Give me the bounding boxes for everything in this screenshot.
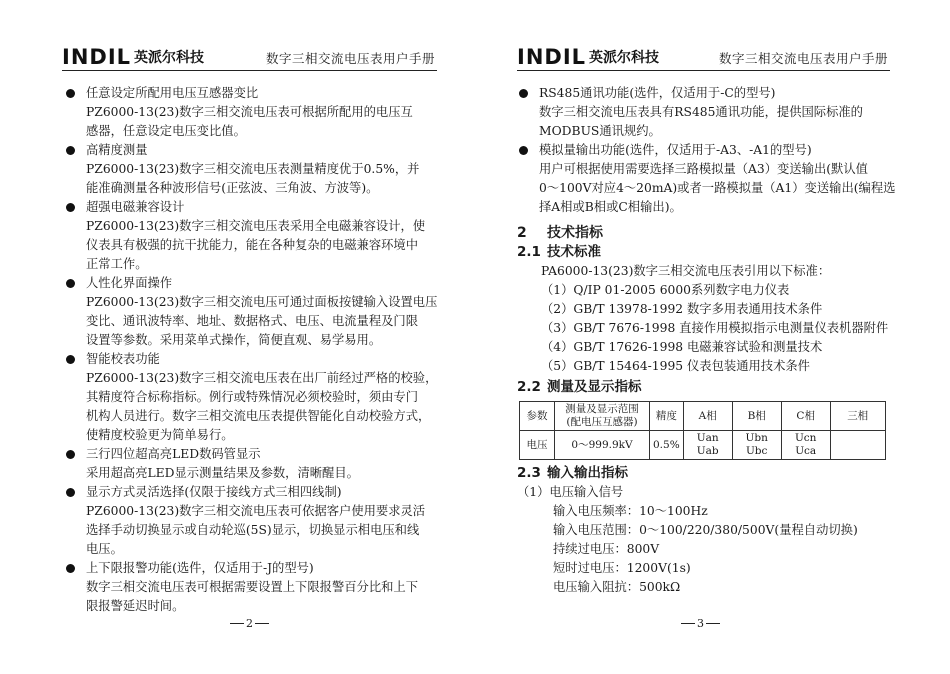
company-logo bbox=[62, 45, 204, 69]
feature-desc-line: 数字三相交流电压表可根据需要设置上下限报警百分比和上下 bbox=[86, 580, 419, 594]
subsection-number: 2.2 bbox=[517, 379, 541, 395]
table-header-cell: B相 bbox=[732, 402, 781, 431]
page-number-footer bbox=[228, 617, 271, 630]
right-page bbox=[475, 0, 950, 674]
feature-desc-line: PZ6000-13(23)数字三相交流电压可通过面板按键输入设置电压 bbox=[86, 295, 438, 309]
table-header-cell: 三相 bbox=[830, 402, 885, 431]
standard-item: （4）GB/T 17626-1998 电磁兼容试验和测量技术 bbox=[541, 340, 823, 354]
subsection-title: 输入输出指标 bbox=[547, 465, 628, 481]
standards-intro: PA6000-13(23)数字三相交流电压表引用以下标准： bbox=[541, 264, 831, 278]
subsection-heading bbox=[517, 464, 917, 483]
table-header-cell: 参数 bbox=[520, 402, 555, 431]
feature-item bbox=[64, 198, 444, 274]
bullet-icon bbox=[66, 450, 75, 459]
feature-desc-line: 数字三相交流电压表具有RS485通讯功能，提供国际标准的 bbox=[539, 105, 863, 119]
feature-item bbox=[517, 141, 917, 217]
feature-desc-line: 选择手动切换显示或自动轮巡(5S)显示，切换显示相电压和线 bbox=[86, 523, 420, 537]
feature-title: 高精度测量 bbox=[86, 143, 148, 157]
feature-desc-line: 电压。 bbox=[86, 542, 123, 556]
feature-desc-line: PZ6000-13(23)数字三相交流电压表可依据客户使用要求灵活 bbox=[86, 504, 426, 518]
right-page-header bbox=[517, 44, 890, 71]
feature-title: 显示方式灵活选择(仅限于接线方式三相四线制) bbox=[86, 485, 342, 499]
section-number: 2 bbox=[517, 225, 527, 241]
feature-item bbox=[64, 84, 444, 141]
feature-item bbox=[517, 84, 917, 141]
left-page-header bbox=[62, 44, 437, 71]
input-spec-line: 持续过电压：800V bbox=[553, 542, 660, 556]
logo-company-name: 英派尔科技 bbox=[134, 50, 205, 66]
table-cell: 0～999.9kV bbox=[555, 431, 650, 460]
feature-title: 智能校表功能 bbox=[86, 352, 160, 366]
table-cell: Ucn Uca bbox=[781, 431, 830, 460]
input-spec-line: 短时过电压：1200V(1s) bbox=[553, 561, 691, 575]
standard-item: （5）GB/T 15464-1995 仪表包装通用技术条件 bbox=[541, 359, 810, 373]
feature-desc-line: 用户可根据使用需要选择三路模拟量（A3）变送输出(默认值 bbox=[539, 162, 868, 176]
bullet-icon bbox=[66, 488, 75, 497]
feature-title: 模拟量输出功能(选件，仅适用于-A3、-A1的型号) bbox=[539, 143, 812, 157]
feature-item bbox=[64, 274, 444, 350]
footer-rule-left bbox=[681, 623, 695, 624]
table-cell: Uan Uab bbox=[683, 431, 732, 460]
footer-rule-left bbox=[230, 623, 244, 624]
feature-desc-line: 设置等参数。采用菜单式操作，简便直观、易学易用。 bbox=[86, 333, 382, 347]
feature-desc-line: MODBUS通讯规约。 bbox=[539, 124, 661, 138]
standard-item: （3）GB/T 7676-1998 直接作用模拟指示电测量仪表机器附件 bbox=[541, 321, 889, 335]
table-header-cell: C相 bbox=[781, 402, 830, 431]
table-row bbox=[520, 431, 886, 460]
standard-item: （1）Q/IP 01-2005 6000系列数字电力仪表 bbox=[541, 283, 790, 297]
footer-rule-right bbox=[706, 623, 720, 624]
table-header-row bbox=[520, 402, 886, 431]
feature-item bbox=[64, 141, 444, 198]
table-header-line: 测量及显示范围 bbox=[565, 403, 639, 415]
feature-desc-line: PZ6000-13(23)数字三相交流电压表测量精度优于0.5%，并 bbox=[86, 162, 420, 176]
subsection-heading bbox=[517, 378, 917, 397]
bullet-icon bbox=[66, 355, 75, 364]
feature-title: 超强电磁兼容设计 bbox=[86, 200, 185, 214]
section-title: 技术指标 bbox=[547, 225, 603, 241]
feature-desc-line: 机构人员进行。数字三相交流电压表提供智能化自动校验方式， bbox=[86, 409, 431, 423]
feature-desc-line: PZ6000-13(23)数字三相交流电压表在出厂前经过严格的校验， bbox=[86, 371, 438, 385]
company-logo bbox=[517, 45, 659, 69]
manual-title: 数字三相交流电压表用户手册 bbox=[718, 51, 888, 66]
feature-desc-line: 变比、通讯波特率、地址、数据格式、电压、电流量程及门限 bbox=[86, 314, 419, 328]
feature-title: 上下限报警功能(选件，仅适用于-J的型号) bbox=[86, 561, 314, 575]
feature-item bbox=[64, 559, 444, 616]
input-spec-line: 输入电压频率：10～100Hz bbox=[553, 504, 708, 518]
standard-item: （2）GB/T 13978-1992 数字多用表通用技术条件 bbox=[541, 302, 823, 316]
manual-title: 数字三相交流电压表用户手册 bbox=[265, 51, 435, 66]
feature-desc-line: 其精度符合标称指标。例行或特殊情况必须校验时，须由专门 bbox=[86, 390, 419, 404]
subsection-number: 2.1 bbox=[517, 244, 541, 260]
left-feature-list bbox=[64, 84, 444, 616]
bullet-icon bbox=[66, 203, 75, 212]
bullet-icon bbox=[66, 279, 75, 288]
feature-item bbox=[64, 350, 444, 445]
feature-desc-line: 仪表具有极强的抗干扰能力，能在各种复杂的电磁兼容环境中 bbox=[86, 238, 419, 252]
footer-rule-right bbox=[255, 623, 269, 624]
input-signal-heading: （1）电压输入信号 bbox=[517, 485, 624, 499]
bullet-icon bbox=[519, 146, 528, 155]
feature-title: 三行四位超高亮LED数码管显示 bbox=[86, 447, 261, 461]
section-heading bbox=[517, 223, 917, 243]
subsection-title: 技术标准 bbox=[547, 244, 601, 260]
logo-wordmark: INDIL bbox=[517, 45, 587, 69]
bullet-icon bbox=[66, 89, 75, 98]
bullet-icon bbox=[66, 146, 75, 155]
feature-desc-line: 采用超高亮LED显示测量结果及参数，清晰醒目。 bbox=[86, 466, 359, 480]
table-cell: Ubn Ubc bbox=[732, 431, 781, 460]
logo-wordmark: INDIL bbox=[62, 45, 132, 69]
feature-desc-line: 感器，任意设定电压变比值。 bbox=[86, 124, 246, 138]
feature-desc-line: 0～100V对应4～20mA)或者一路模拟量（A1）变送输出(编程选 bbox=[539, 181, 896, 195]
table-cell: 0.5% bbox=[650, 431, 684, 460]
table-cell bbox=[830, 431, 885, 460]
bullet-icon bbox=[519, 89, 528, 98]
table-header-line: (配电压互感器) bbox=[566, 416, 638, 428]
page-number: 2 bbox=[246, 617, 253, 630]
table-header-cell: 精度 bbox=[650, 402, 684, 431]
table-header-cell: A相 bbox=[683, 402, 732, 431]
right-content bbox=[517, 84, 917, 597]
feature-desc-line: 限报警延迟时间。 bbox=[86, 599, 185, 613]
feature-item bbox=[64, 445, 444, 483]
feature-desc-line: PZ6000-13(23)数字三相交流电压表采用全电磁兼容设计，使 bbox=[86, 219, 426, 233]
measurement-spec-table bbox=[519, 401, 886, 460]
feature-item bbox=[64, 483, 444, 559]
feature-desc-line: 择A相或B相或C相输出)。 bbox=[539, 200, 682, 214]
feature-title: 任意设定所配用电压互感器变比 bbox=[86, 86, 259, 100]
bullet-icon bbox=[66, 564, 75, 573]
table-header-cell bbox=[555, 402, 650, 431]
logo-company-name: 英派尔科技 bbox=[589, 50, 660, 66]
feature-desc-line: 正常工作。 bbox=[86, 257, 148, 271]
feature-title: RS485通讯功能(选件，仅适用于-C的型号) bbox=[539, 86, 776, 100]
feature-desc-line: 使精度校验更为简单易行。 bbox=[86, 428, 234, 442]
feature-title: 人性化界面操作 bbox=[86, 276, 173, 290]
feature-desc-line: PZ6000-13(23)数字三相交流电压表可根据所配用的电压互 bbox=[86, 105, 413, 119]
page-number-footer bbox=[679, 617, 722, 630]
page-number: 3 bbox=[697, 617, 704, 630]
input-spec-line: 输入电压范围：0～100/220/380/500V(量程自动切换) bbox=[553, 523, 858, 537]
feature-desc-line: 能准确测量各种波形信号(正弦波、三角波、方波等)。 bbox=[86, 181, 379, 195]
input-spec-line: 电压输入阻抗：500kΩ bbox=[553, 580, 681, 594]
subsection-title: 测量及显示指标 bbox=[547, 379, 642, 395]
subsection-heading bbox=[517, 243, 917, 262]
subsection-number: 2.3 bbox=[517, 465, 541, 481]
table-cell: 电压 bbox=[520, 431, 555, 460]
